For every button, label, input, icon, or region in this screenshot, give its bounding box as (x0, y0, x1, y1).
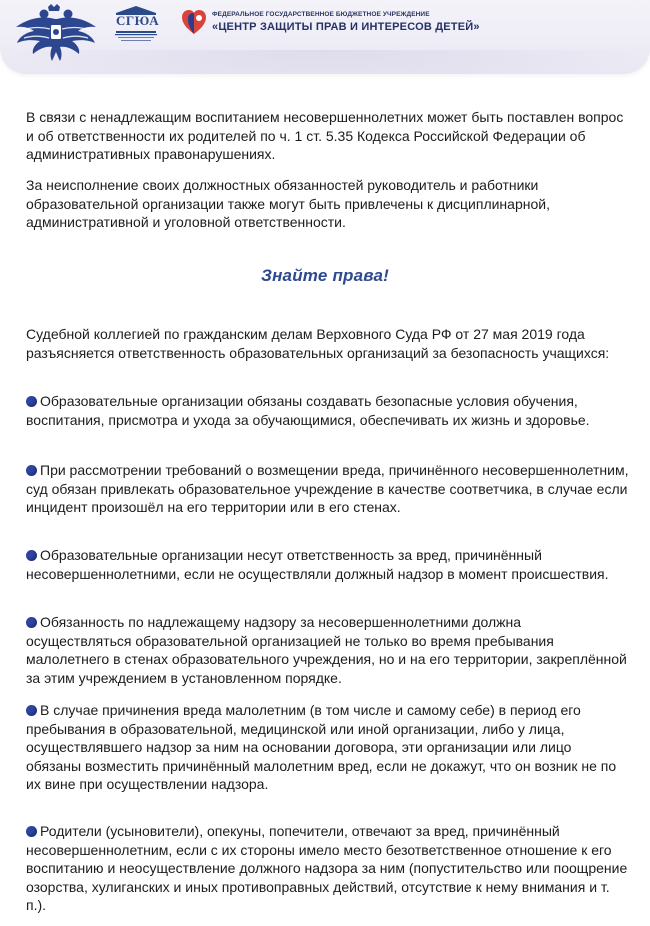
know-rights-heading: Знайте права! (260, 266, 390, 285)
bullet-dot-icon (26, 465, 37, 476)
center-logo-icon (180, 8, 208, 36)
bullet-item-6 (26, 822, 630, 915)
bullet-item-4 (26, 613, 630, 687)
intro-paragraph-2: За неисполнение своих должностных обязанностей руководитель и работники образовательной организации также могут быть привлечены к дисциплинарной, административной и уголовной ответственности. (26, 177, 550, 231)
center-subtitle: ФЕДЕРАЛЬНОЕ ГОСУДАРСТВЕННОЕ БЮДЖЕТНОЕ УЧРЕЖДЕНИЕ (212, 11, 430, 18)
center-title: «ЦЕНТР ЗАЩИТЫ ПРАВ И ИНТЕРЕСОВ ДЕТЕЙ» (212, 21, 480, 33)
bullet-dot-icon (26, 550, 37, 561)
sgua-logo-label: СГЮА (116, 13, 160, 28)
bullet-item-3 (26, 546, 630, 583)
bullet-dot-icon (26, 705, 37, 716)
bullet-text: Обязанность по надлежащему надзору за несовершеннолетними должна осуществляться образовательной организацией не только во время пребывания малолетнего в стенах образовательного учреждения, но и на его территории, закреплённой за этим учреждением в установленном порядке. (26, 614, 627, 686)
bullet-text: Образовательные организации несут ответственность за вред, причинённый несовершеннолетними, если не осуществляли должный надзор в момент происшествия. (26, 547, 609, 582)
bullet-text: В случае причинения вреда малолетним (в том числе и самому себе) в период его пребывания в образовательной, медицинской или иной организации, либо у лица, осуществлявшего надзор за ним на основании договора, эти организации или лицо обязаны возместить причинённый малолетним вред, если не докажут, что он возник не по их вине при осуществлении надзора. (26, 702, 617, 793)
bullet-dot-icon (26, 826, 37, 837)
bullet-text: При рассмотрении требований о возмещении вреда, причинённого несовершеннолетним, суд обязан привлекать образовательное учреждение в качестве соответчика, в случае если инцидент произошёл на его территории или в его стенах. (26, 462, 629, 516)
court-intro-paragraph: Судебной коллегией по гражданским делам Верховного Суда РФ от 27 мая 2019 года разъясняется ответственность образовательных организаций за безопасность учащихся: (26, 326, 610, 361)
page-header (0, 0, 650, 74)
bullet-text: Родители (усыновители), опекуны, попечители, отвечают за вред, причинённый несовершеннолетним, если с их стороны имело место безответственное отношение к его воспитанию и неосуществление должного надзора за ним (попустительство или поощрение озорства, хулиганских и иных противоправных действий, отсутствие к нему внимания и т. п.). (26, 823, 628, 914)
bullet-item-5 (26, 701, 630, 794)
double-headed-eagle-emblem-icon (14, 3, 98, 65)
bullet-dot-icon (26, 617, 37, 628)
bullet-item-1 (26, 392, 630, 429)
bullet-text: Образовательные организации обязаны создавать безопасные условия обучения, воспитания, присмотра и ухода за обучающимися, обеспечивать их жизнь и здоровье. (26, 393, 590, 428)
intro-paragraph-1: В связи с ненадлежащим воспитанием несовершеннолетних может быть поставлен вопрос и об ответственности их родителей по ч. 1 ст. 5.35 Кодекса Российской Федерации об административных правонарушениях. (26, 109, 624, 163)
bullet-dot-icon (26, 396, 37, 407)
bullet-item-2 (26, 461, 630, 517)
